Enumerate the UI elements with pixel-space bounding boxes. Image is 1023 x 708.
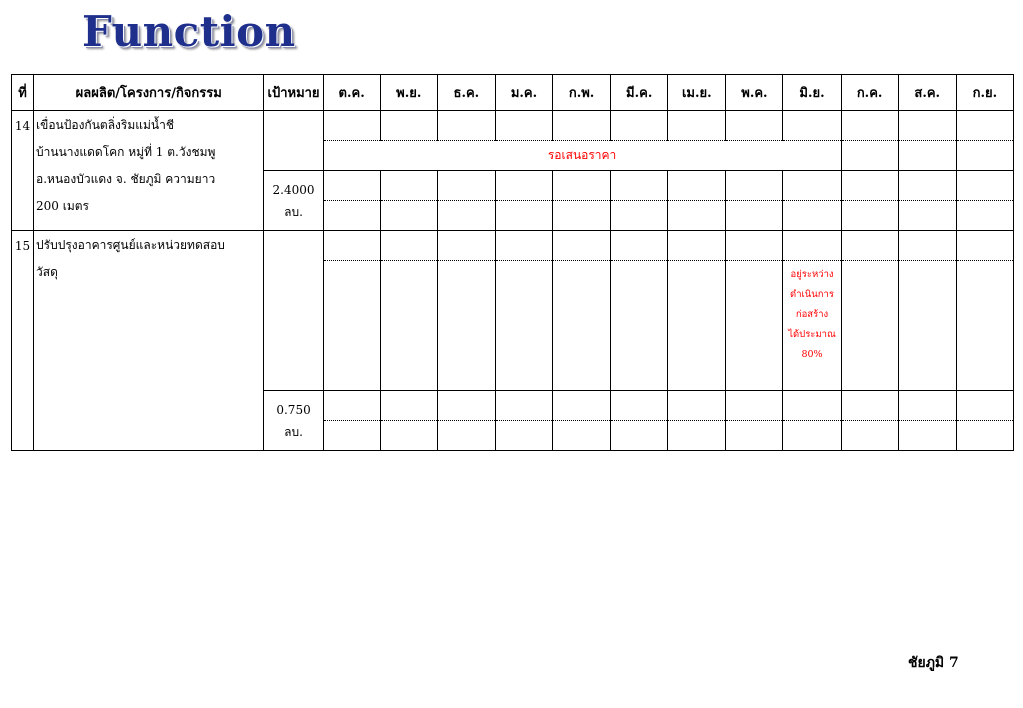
project-description xyxy=(34,111,264,231)
target-value xyxy=(264,171,323,231)
project-line: บ้านนางแดดโคก หมู่ที่ 1 ต.วังชมพู xyxy=(36,145,216,159)
project-description xyxy=(34,231,264,451)
progress-note xyxy=(783,261,841,391)
header-row xyxy=(12,75,1014,111)
target-plan-cell xyxy=(264,231,323,391)
project-line: ปรับปรุงอาคารศูนย์และหน่วยทดสอบ xyxy=(36,238,225,252)
project-line: อ.หนองบัวแดง จ. ชัยภูมิ ความยาว xyxy=(36,172,216,186)
row-number: 14 xyxy=(12,111,34,231)
project-line: เขื่อนป้องกันตลิ่งริมแม่น้ำชี xyxy=(36,118,174,132)
note-line: ก่อสร้าง xyxy=(795,309,829,320)
header-no: ที่ xyxy=(12,75,34,111)
project-line: 200 เมตร xyxy=(36,199,89,213)
header-target: เป้าหมาย xyxy=(264,75,323,111)
header-month: ธ.ค. xyxy=(437,75,495,111)
note-line: 80% xyxy=(801,349,823,360)
header-month: ม.ค. xyxy=(495,75,552,111)
target-unit: ลบ. xyxy=(284,424,303,439)
header-project: ผลผลิต/โครงการ/กิจกรรม xyxy=(34,75,264,111)
table-row xyxy=(12,231,1014,261)
header-month: พ.ค. xyxy=(726,75,783,111)
header-month: เม.ย. xyxy=(668,75,726,111)
table-row xyxy=(12,111,1014,141)
note-line: ได้ประมาณ xyxy=(788,329,836,340)
note-line: อยู่ระหว่าง xyxy=(790,269,834,280)
target-amount: 0.750 xyxy=(276,402,311,417)
page-title: Function xyxy=(82,7,296,56)
header-month: ก.ย. xyxy=(956,75,1013,111)
project-schedule-table xyxy=(11,74,1014,451)
header-month: มิ.ย. xyxy=(783,75,841,111)
header-month: พ.ย. xyxy=(380,75,437,111)
header-month: มี.ค. xyxy=(611,75,668,111)
header-month: ก.พ. xyxy=(553,75,611,111)
header-month: ต.ค. xyxy=(323,75,380,111)
status-text: รอเสนอราคา xyxy=(323,141,841,171)
project-line: วัสดุ xyxy=(36,265,58,279)
target-value xyxy=(264,391,323,451)
target-amount: 2.4000 xyxy=(272,182,315,197)
target-unit: ลบ. xyxy=(284,204,303,219)
header-month: ส.ค. xyxy=(898,75,956,111)
target-plan-cell xyxy=(264,111,323,171)
page-footer: ชัยภูมิ 7 xyxy=(908,655,959,671)
note-line: ดำเนินการ xyxy=(790,289,834,300)
header-month: ก.ค. xyxy=(841,75,898,111)
row-number: 15 xyxy=(12,231,34,451)
